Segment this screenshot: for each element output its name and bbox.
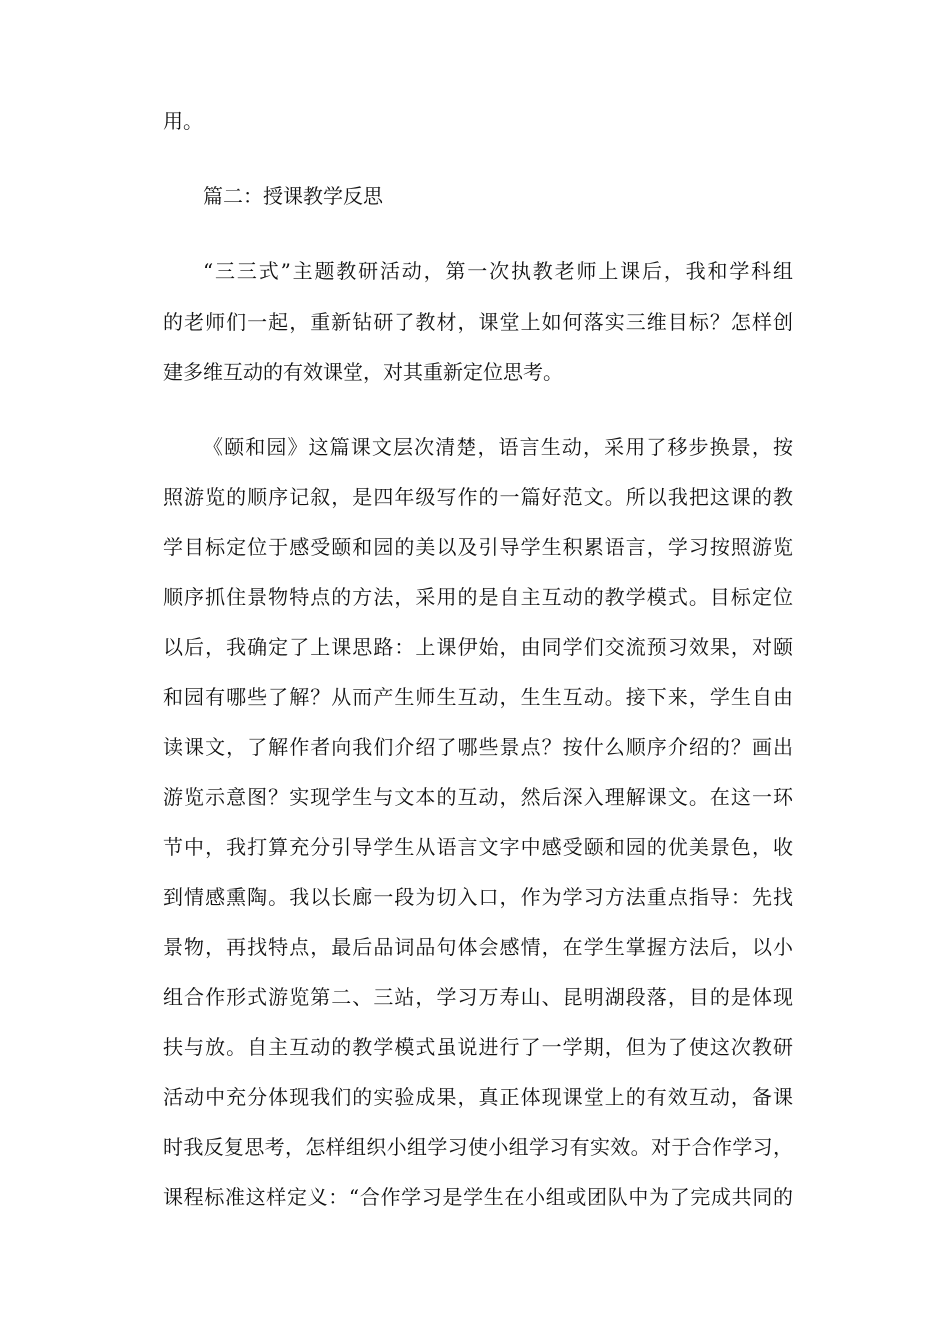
paragraph-2-line-8: 游览示意图？实现学生与文本的互动，然后深入理解课文。在这一环 — [163, 785, 793, 809]
paragraph-2-line-12: 组合作形式游览第二、三站，学习万寿山、昆明湖段落，目的是体现 — [163, 985, 793, 1009]
paragraph-2-line-11: 景物，再找特点，最后品词品句体会感情，在学生掌握方法后，以小 — [163, 935, 793, 959]
paragraph-2-line-3: 学目标定位于感受颐和园的美以及引导学生积累语言，学习按照游览 — [163, 535, 793, 559]
paragraph-2-line-14: 活动中充分体现我们的实验成果，真正体现课堂上的有效互动，备课 — [163, 1085, 793, 1109]
paragraph-2-line-13: 扶与放。自主互动的教学模式虽说进行了一学期，但为了使这次教研 — [163, 1035, 793, 1059]
paragraph-2-line-6: 和园有哪些了解？从而产生师生互动，生生互动。接下来，学生自由 — [163, 685, 793, 709]
section-heading: 篇二：授课教学反思 — [203, 184, 383, 208]
paragraph-2-line-5: 以后，我确定了上课思路：上课伊始，由同学们交流预习效果，对颐 — [163, 635, 793, 659]
paragraph-2-line-1: 《颐和园》这篇课文层次清楚，语言生动，采用了移步换景，按 — [203, 435, 793, 459]
paragraph-1-line-3: 建多维互动的有效课堂，对其重新定位思考。 — [163, 360, 563, 384]
paragraph-2-line-2: 照游览的顺序记叙，是四年级写作的一篇好范文。所以我把这课的教 — [163, 485, 793, 509]
paragraph-2-line-10: 到情感熏陶。我以长廊一段为切入口，作为学习方法重点指导：先找 — [163, 885, 793, 909]
paragraph-2-line-16: 课程标准这样定义：“合作学习是学生在小组或团队中为了完成共同的 — [163, 1185, 793, 1209]
paragraph-2-line-4: 顺序抓住景物特点的方法，采用的是自主互动的教学模式。目标定位 — [163, 585, 793, 609]
paragraph-2-line-9: 节中，我打算充分引导学生从语言文字中感受颐和园的优美景色，收 — [163, 835, 793, 859]
paragraph-1-line-1: “三三式”主题教研活动，第一次执教老师上课后，我和学科组 — [203, 259, 793, 283]
paragraph-1-line-2: 的老师们一起，重新钻研了教材，课堂上如何落实三维目标？怎样创 — [163, 310, 793, 334]
paragraph-2-line-7: 读课文，了解作者向我们介绍了哪些景点？按什么顺序介绍的？画出 — [163, 735, 793, 759]
top-fragment-line: 用。 — [163, 109, 203, 133]
paragraph-2-line-15: 时我反复思考，怎样组织小组学习使小组学习有实效。对于合作学习， — [163, 1135, 793, 1159]
